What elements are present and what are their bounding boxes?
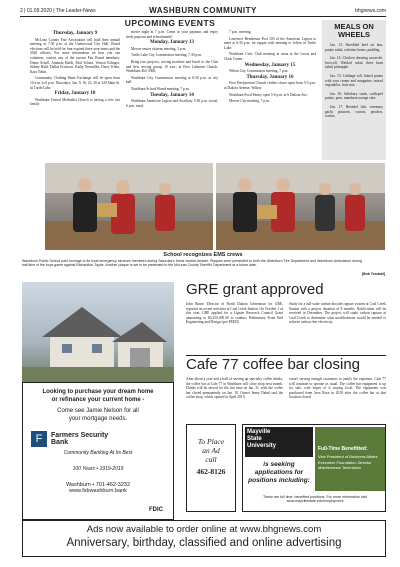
- msu-name-2: State: [247, 436, 262, 442]
- bank-name-2: Bank: [51, 439, 69, 446]
- footer-ad[interactable]: [22, 520, 386, 557]
- event-text: Washburn School Board meeting, 7 p.m.: [131, 86, 190, 91]
- place-ad-line-3: call: [205, 455, 217, 464]
- event-text: Wilton City Commission meeting, 7 p.m.: [229, 69, 289, 74]
- bank-name-1: Farmers Security: [51, 432, 109, 439]
- ems-photo: [45, 163, 385, 250]
- bank-logo: [31, 431, 165, 447]
- msu-seeking-1: is seeking: [263, 461, 295, 468]
- bank-website[interactable]: www.fsbwashburn.bank: [69, 488, 127, 494]
- page-header: [20, 7, 386, 17]
- event-date-heading: Tuesday, January 14: [150, 92, 194, 98]
- bank-phone: Washburn • 701-462-3232: [65, 482, 131, 488]
- gre-headline: GRE grant approved: [186, 281, 324, 298]
- event-text: movie night at 7 p.m. Come in your pajamas and enjoy fresh popcorn and refreshments!: [126, 30, 218, 39]
- msu-name-3: University: [247, 443, 277, 449]
- msu-job-item: Executive Foundation Director: [318, 459, 372, 465]
- gre-col-2: Study for a full-scale carbon dioxide capture system at Coal Creek Station with a project duration of 8 months. Notification will be received in December. The project will study carbon capture at Coal Creek to determine what modifications would be needed to achieve carbon free electricity.: [289, 302, 386, 325]
- event-date-heading: Thursday, January 16: [246, 74, 294, 80]
- photo-credit: [Bob Tesdahl]: [361, 272, 385, 276]
- msu-footer: These are full time, benefited positions. For more information visit www.mayvillestate.edu/employment: [262, 495, 368, 504]
- mortgage-line-2: or refinance your current home -: [51, 397, 145, 403]
- gre-col-1: John Bauer, Director of North Dakota Generation for GRE, reported on recent activities at Coal Creek Station. On October 1 of this year, GRE applied for a Lignite Research Council Grant amounting to $4,250,000.00 to conduct Preliminary Front End Engineering and Design (pre-FEED): [186, 302, 283, 325]
- bank-logo-icon: F: [31, 431, 47, 447]
- photo-heading: School recognizes EMS crews: [163, 252, 243, 258]
- footer-ad-line-2: Anniversary, birthday, classified and online advertising: [66, 537, 342, 549]
- meal-item: Jan. 14: Chicken dressing casserole, broccoli, Waldorf salad, three bean salad, pineapple.: [325, 56, 383, 70]
- event-date-heading: Thursday, January 9: [52, 31, 98, 36]
- event-text: Turtle Lake City Commission meeting, 7:30 p.m.: [131, 53, 202, 58]
- mortgage-line-1: Looking to purchase your dream home: [42, 389, 154, 395]
- msu-logo: [245, 427, 313, 457]
- bank-hours: 100 Years • 1919-2019: [72, 466, 124, 472]
- ems-photo-figures: [45, 163, 385, 250]
- msu-job-item: Maintenance Technician: [318, 465, 361, 470]
- house-icon: [22, 282, 174, 382]
- event-text: Washburn United Methodist Church is having a free fun family: [30, 97, 120, 107]
- msu-jobs-panel: [315, 427, 385, 491]
- event-text: Bring root projects, sewing machine and lunch to the Chat and Sew sewing group, 10 a.m., at First Lutheran Church, Washburn 462-3366.: [126, 59, 218, 74]
- event-text: Washburn Food Pantry open 5-6 p.m. at 6 Dakota Ave.: [229, 92, 308, 97]
- msu-name-1: Mayville: [247, 429, 271, 435]
- footer-ad-line-1: Ads now available to order online at www.bhgnews.com: [86, 524, 322, 535]
- events-column-2: [126, 30, 218, 110]
- section-title: WASHBURN COMMUNITY: [149, 6, 257, 15]
- msu-job-item: Vice President of Business Affairs: [318, 454, 378, 459]
- event-text: McLean County Fair Association will hold their annual meeting at 7:30 p.m. at the Underwood City Hall. Board elections will be held for four expired three-year terms and the 2020 officers. For more information on how you can volunteer, contact any of the current Fair Board members: Diane Schell, Amanda Hardt, Paul Schatz, Vernon Kilinger, Sidney Buhl, Dallas Erickson, Kathy Neumiller, Darcy Klein, Kara Tobin.: [30, 37, 121, 74]
- event-text: Washburn City Commission meeting at 6:30 p.m. at city hall.: [126, 75, 218, 85]
- event-date-heading: Monday, January 13: [149, 40, 195, 46]
- fdic-badge: FDIC: [149, 507, 163, 513]
- events-column-3: [224, 30, 316, 106]
- event-text: Community Clothing Share Exchange will be open from 10 a.m. to 6 p.m. Thursdays, Jan. 9, 16, 23, 30 at 320 Main St. in Turtle Lake.: [30, 76, 120, 90]
- place-ad-phone: 462-8126: [196, 467, 226, 476]
- msu-ad[interactable]: [242, 424, 386, 512]
- meal-item: Jan. 13: Shredded beef on bun, potato salad, coleslaw beans, pudding.: [325, 43, 383, 52]
- photo-caption: Washburn Public School paid homage to its local emergency services members during Saturday's home double-header. Plaques were presented to both the Washburn Fire Department and Washburn Ambulance during half time of the boys game against Richardton-Taylor. Another plaque is set to be presented to the McLean County Sheriff's Department at a future date.: [22, 259, 362, 268]
- event-text: Washburn Civic Club meeting at noon at the Lewis and Clark Center.: [224, 52, 316, 61]
- bank-ad[interactable]: [22, 382, 174, 520]
- msu-seeking: [245, 461, 313, 485]
- event-date-heading: Wednesday, January 15: [244, 62, 296, 68]
- event-text: Mercer senior citizens meeting, 2 p.m.: [131, 46, 187, 51]
- cafe-col-2: wasn't serving enough customers to justify the expenses. Cafe 77 will continue to operate as usual. The coffee bar equipment is up for sale, with hopes of it staying local. The equipment was purchased from Java Rose in 2018 after the coffee bar at that location closed.: [289, 377, 386, 400]
- cafe-col-1: After about a year and a half of serving up specialty coffee drinks, the coffee bar at Cafe 77 in Washburn will close shop next month. Drinks will be served for the last time on Jan. 31, with the coffee bar closed permanently on Jan. 10. Owner Jenny Dahnl said the coffee shop, which opened in April 2019,: [186, 377, 283, 400]
- meal-item: Jan. 15: Cabbage roll, baked potato with sour cream and margarine, mixed vegetables, fruit mix.: [325, 73, 383, 88]
- event-text: Lawrence Henderson Post 103 of the American Legion to meet at 6:30 p.m. for supper with meeting to follow in Turtle Lake.: [224, 36, 316, 50]
- cafe-headline: Cafe 77 coffee bar closing: [186, 356, 361, 373]
- place-ad-box[interactable]: [186, 424, 236, 512]
- event-text: 7 p.m. meeting.: [229, 30, 252, 34]
- mortgage-line-3: Come see Jamie Nelson for all: [57, 408, 139, 414]
- bank-tagline: Community Banking At Its Best: [63, 450, 133, 456]
- msu-seeking-2: applications for: [254, 469, 304, 476]
- event-text: Washburn American Legion and Auxiliary 5:30 p.m. social, 6 p.m. meal,: [126, 99, 218, 108]
- mortgage-line-4: your mortgage needs.: [68, 416, 128, 422]
- meal-item: Jan. 17: Breaded fish, rosemary garlic potatoes, carrots, peaches, cookie.: [325, 104, 383, 119]
- place-ad-line-1: To Place: [197, 437, 225, 446]
- meal-item: Jan. 16: Salisbury steak, scalloped potato, peas, mandarin orange cake.: [325, 91, 383, 101]
- msu-full-time: Full-Time Benefitted:: [318, 446, 368, 452]
- events-column-1: [30, 30, 120, 109]
- event-text: First Presbyterian Church clothes closet open from 3-5 p.m. at Dakota Avenue, Wilton.: [224, 81, 316, 90]
- event-text: Mercer City meeting, 7 p.m.: [229, 99, 270, 104]
- site-link[interactable]: bhgnews.com: [355, 8, 386, 14]
- place-ad-line-2: an Ad: [202, 446, 220, 455]
- meals-title: MEALS ON WHEELS: [334, 22, 374, 39]
- page-info: 2 | 01.09.2020 | The Leader-News: [20, 8, 96, 14]
- msu-seeking-3: positions including:: [248, 477, 310, 484]
- upcoming-events-title: UPCOMING EVENTS: [124, 18, 216, 28]
- meals-on-wheels-box: [322, 20, 386, 160]
- house-photo: [22, 282, 174, 382]
- event-date-heading: Friday, January 10: [54, 91, 96, 97]
